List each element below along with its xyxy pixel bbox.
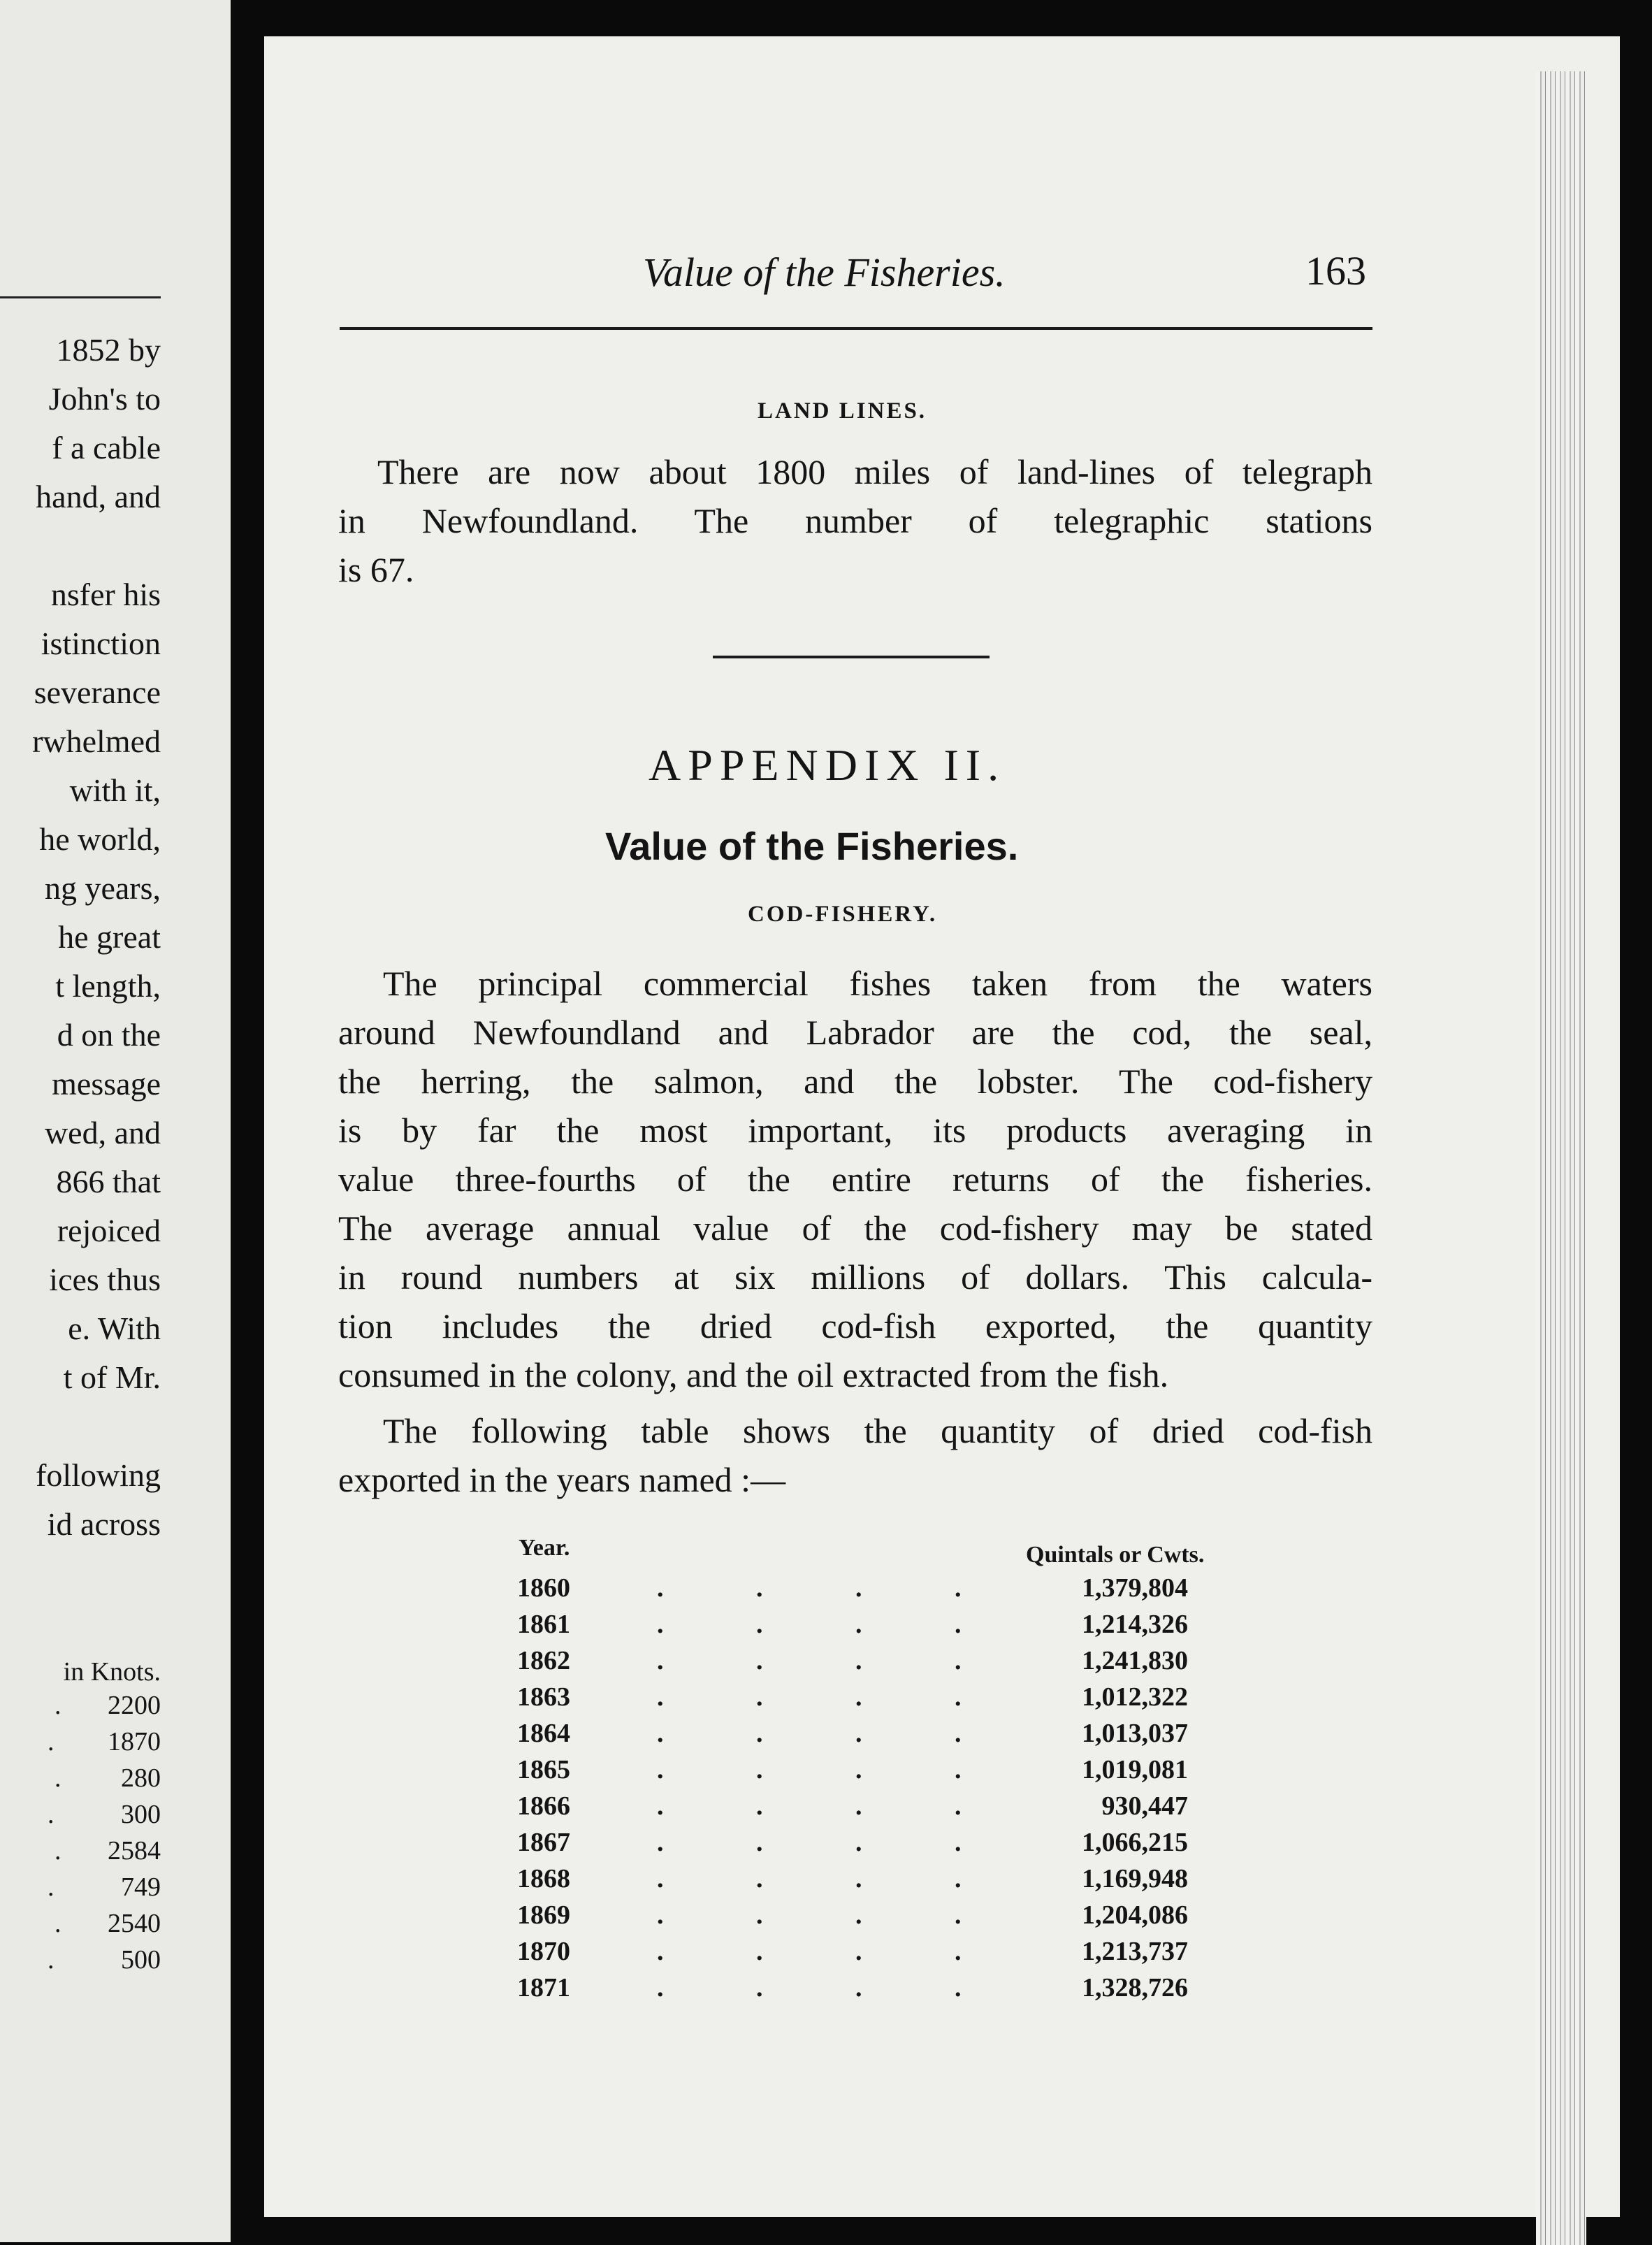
leader-dot: . xyxy=(955,1973,962,2002)
table-row xyxy=(517,1936,1188,1972)
table-row xyxy=(517,1682,1188,1718)
left-page-line: 1852 by xyxy=(56,332,161,368)
page-number: 163 xyxy=(1305,248,1366,294)
table-cell-leader xyxy=(657,1827,1054,1858)
left-page-line: John's to xyxy=(48,381,161,417)
table-cell-year: 1861 xyxy=(517,1610,570,1639)
table-row xyxy=(517,1791,1188,1827)
table-cell-quantity: 1,204,086 xyxy=(1082,1900,1188,1930)
leader-dot: . xyxy=(955,1937,962,1966)
left-knots-value: 300 xyxy=(121,1800,161,1829)
cod-fishery-line: tion includes the dried cod-fish exported, the quantity xyxy=(338,1306,1372,1345)
table-cell-quantity: 1,012,322 xyxy=(1082,1682,1188,1712)
leader-dot: . xyxy=(855,1573,862,1603)
leader-dot: . xyxy=(756,1755,763,1784)
leader-dot: . xyxy=(855,1646,862,1675)
left-knots-value: 2584 xyxy=(108,1836,161,1865)
table-cell-quantity: 1,379,804 xyxy=(1082,1573,1188,1603)
left-knots-leader: . xyxy=(55,1836,61,1865)
left-page-line: id across xyxy=(47,1506,161,1542)
left-page-rule xyxy=(0,296,161,298)
leader-dot: . xyxy=(657,1755,664,1784)
left-page-line: hand, and xyxy=(36,479,161,514)
running-head: Value of the Fisheries. xyxy=(643,250,1006,295)
table-cell-year: 1862 xyxy=(517,1646,570,1675)
left-knots-leader: . xyxy=(48,1945,55,1975)
leader-dot: . xyxy=(955,1682,962,1712)
leader-dot: . xyxy=(756,1864,763,1893)
left-page-line: 866 that xyxy=(56,1164,161,1199)
leader-dot: . xyxy=(955,1719,962,1748)
leader-dot: . xyxy=(955,1755,962,1784)
leader-dot: . xyxy=(657,1682,664,1712)
left-page-line: rejoiced xyxy=(57,1213,161,1248)
left-knots-leader: . xyxy=(48,1872,55,1902)
leader-dot: . xyxy=(955,1900,962,1930)
left-knots-leader: . xyxy=(48,1800,55,1829)
table-row xyxy=(517,1900,1188,1936)
left-page-line: following xyxy=(36,1457,161,1493)
left-page-line: istinction xyxy=(41,626,161,661)
table-row xyxy=(517,1645,1188,1682)
table-cell-leader xyxy=(657,1609,1054,1640)
appendix-divider xyxy=(713,656,990,658)
leader-dot: . xyxy=(855,1864,862,1893)
leader-dot: . xyxy=(756,1791,763,1821)
leader-dot: . xyxy=(657,1937,664,1966)
table-row xyxy=(517,1972,1188,2009)
left-page-line: with it, xyxy=(69,772,161,808)
land-lines-line: is 67. xyxy=(338,550,414,589)
left-page-line: t length, xyxy=(55,968,161,1004)
land-lines-line: in Newfoundland. The number of telegraphic stations xyxy=(338,501,1372,540)
left-knots-value: 2200 xyxy=(108,1691,161,1720)
cod-fishery-line: consumed in the colony, and the oil extracted from the fish. xyxy=(338,1355,1169,1394)
table-intro-line: exported in the years named :— xyxy=(338,1460,786,1499)
table-row xyxy=(517,1754,1188,1791)
table-cell-leader xyxy=(657,1863,1054,1894)
leader-dot: . xyxy=(756,1973,763,2002)
leader-dot: . xyxy=(657,1719,664,1748)
table-cell-quantity: 1,328,726 xyxy=(1082,1973,1188,2002)
table-cell-year: 1870 xyxy=(517,1937,570,1966)
table-cell-quantity: 930,447 xyxy=(1101,1791,1188,1821)
table-cell-leader xyxy=(657,1645,1054,1676)
leader-dot: . xyxy=(756,1719,763,1748)
leader-dot: . xyxy=(756,1682,763,1712)
appendix-subtitle: Value of the Fisheries. xyxy=(605,824,1019,868)
table-cell-leader xyxy=(657,1573,1054,1603)
leader-dot: . xyxy=(855,1682,862,1712)
leader-dot: . xyxy=(657,1900,664,1930)
cod-fishery-line: is by far the most important, its products averaging in xyxy=(338,1111,1372,1150)
leader-dot: . xyxy=(955,1864,962,1893)
leader-dot: . xyxy=(657,1610,664,1639)
leader-dot: . xyxy=(855,1610,862,1639)
table-cell-year: 1869 xyxy=(517,1900,570,1930)
left-knots-leader: . xyxy=(55,1691,61,1720)
table-cell-year: 1864 xyxy=(517,1719,570,1748)
leader-dot: . xyxy=(756,1900,763,1930)
left-page-line: nsfer his xyxy=(50,577,161,612)
leader-dot: . xyxy=(855,1791,862,1821)
left-page-line: e. With xyxy=(68,1311,161,1346)
table-row xyxy=(517,1609,1188,1645)
leader-dot: . xyxy=(855,1828,862,1857)
leader-dot: . xyxy=(657,1828,664,1857)
table-intro-line: The following table shows the quantity of dried cod-fish xyxy=(383,1411,1372,1450)
cod-fishery-line: The average annual value of the cod-fishery may be stated xyxy=(338,1208,1372,1248)
leader-dot: . xyxy=(756,1937,763,1966)
left-page-line: wed, and xyxy=(44,1115,161,1150)
land-lines-line: There are now about 1800 miles of land-lines of telegraph xyxy=(377,452,1372,491)
table-cell-quantity: 1,169,948 xyxy=(1082,1864,1188,1893)
leader-dot: . xyxy=(756,1610,763,1639)
cod-fishery-line: value three-fourths of the entire returns of the fisheries. xyxy=(338,1160,1372,1199)
table-cell-leader xyxy=(657,1754,1054,1785)
table-cell-year: 1867 xyxy=(517,1828,570,1857)
leader-dot: . xyxy=(657,1573,664,1603)
leader-dot: . xyxy=(855,1755,862,1784)
table-cell-leader xyxy=(657,1936,1054,1967)
table-cell-year: 1865 xyxy=(517,1755,570,1784)
table-row xyxy=(517,1827,1188,1863)
leader-dot: . xyxy=(855,1900,862,1930)
table-cell-leader xyxy=(657,1718,1054,1749)
leader-dot: . xyxy=(855,1973,862,2002)
left-knots-leader: . xyxy=(55,1763,61,1793)
table-row xyxy=(517,1573,1188,1609)
left-knots-leader: . xyxy=(55,1909,61,1938)
table-cell-leader xyxy=(657,1972,1054,2003)
table-cell-year: 1863 xyxy=(517,1682,570,1712)
table-cell-quantity: 1,213,737 xyxy=(1082,1937,1188,1966)
left-page-line: severance xyxy=(34,674,161,710)
leader-dot: . xyxy=(855,1719,862,1748)
left-facing-page xyxy=(0,0,231,2242)
leader-dot: . xyxy=(955,1646,962,1675)
table-cell-year: 1860 xyxy=(517,1573,570,1603)
header-rule xyxy=(340,327,1372,330)
left-page-line: t of Mr. xyxy=(63,1359,161,1395)
leader-dot: . xyxy=(756,1828,763,1857)
left-page-line: he great xyxy=(58,919,161,955)
table-cell-quantity: 1,019,081 xyxy=(1082,1755,1188,1784)
table-cell-quantity: 1,214,326 xyxy=(1082,1610,1188,1639)
table-cell-quantity: 1,241,830 xyxy=(1082,1646,1188,1675)
left-knots-value: 500 xyxy=(121,1945,161,1975)
leader-dot: . xyxy=(657,1973,664,2002)
leader-dot: . xyxy=(756,1573,763,1603)
left-knots-header: in Knots. xyxy=(63,1657,161,1687)
leader-dot: . xyxy=(855,1937,862,1966)
leader-dot: . xyxy=(955,1573,962,1603)
table-header-quantity: Quintals or Cwts. xyxy=(1026,1542,1205,1568)
left-knots-leader: . xyxy=(48,1727,55,1756)
table-cell-leader xyxy=(657,1791,1054,1821)
table-cell-year: 1871 xyxy=(517,1973,570,2002)
table-row xyxy=(517,1863,1188,1900)
cod-fishery-line: around Newfoundland and Labrador are the cod, the seal, xyxy=(338,1013,1372,1052)
table-cell-leader xyxy=(657,1900,1054,1930)
leader-dot: . xyxy=(955,1828,962,1857)
left-knots-value: 2540 xyxy=(108,1909,161,1938)
left-knots-value: 1870 xyxy=(108,1727,161,1756)
left-page-line: d on the xyxy=(57,1017,161,1053)
left-page-line: rwhelmed xyxy=(32,723,161,759)
left-page-line: ices thus xyxy=(49,1262,161,1297)
leader-dot: . xyxy=(955,1791,962,1821)
left-page-line: ng years, xyxy=(44,870,161,906)
cod-fishery-line: The principal commercial fishes taken from the waters xyxy=(383,964,1372,1003)
left-knots-value: 280 xyxy=(121,1763,161,1793)
appendix-title: APPENDIX II. xyxy=(649,740,1006,790)
table-cell-year: 1866 xyxy=(517,1791,570,1821)
cod-fishery-heading: COD-FISHERY. xyxy=(748,902,938,927)
table-header-year: Year. xyxy=(519,1535,570,1561)
table-cell-quantity: 1,066,215 xyxy=(1082,1828,1188,1857)
cod-fishery-line: in round numbers at six millions of dollars. This calcula- xyxy=(338,1257,1372,1297)
leader-dot: . xyxy=(955,1610,962,1639)
leader-dot: . xyxy=(657,1791,664,1821)
table-cell-leader xyxy=(657,1682,1054,1712)
table-cell-year: 1868 xyxy=(517,1864,570,1893)
cod-fishery-line: the herring, the salmon, and the lobster. The cod-fishery xyxy=(338,1062,1372,1101)
table-row xyxy=(517,1718,1188,1754)
left-page-line: message xyxy=(52,1066,161,1102)
leader-dot: . xyxy=(756,1646,763,1675)
land-lines-heading: LAND LINES. xyxy=(758,398,927,424)
table-cell-quantity: 1,013,037 xyxy=(1082,1719,1188,1748)
leader-dot: . xyxy=(657,1864,664,1893)
left-page-line: f a cable xyxy=(52,430,161,465)
left-page-line: he world, xyxy=(39,821,161,857)
page-edges xyxy=(1536,71,1586,2245)
left-knots-value: 749 xyxy=(121,1872,161,1902)
leader-dot: . xyxy=(657,1646,664,1675)
